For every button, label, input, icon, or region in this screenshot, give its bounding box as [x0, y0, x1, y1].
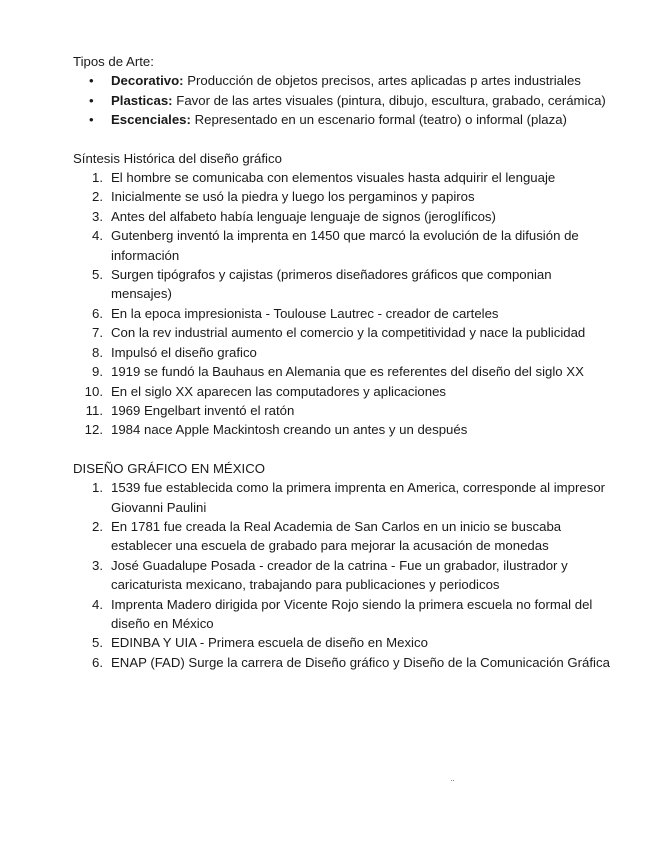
sintesis-heading: Síntesis Histórica del diseño gráfico [73, 150, 282, 166]
list-text: El hombre se comunicaba con elementos visuales hasta adquirir el lenguaje [111, 170, 556, 186]
list-text: Con la rev industrial aumento el comercio y la competitividad y nace la publicidad [111, 325, 586, 341]
list-text: 1539 fue establecida como la primera imprenta en America, corresponde al impresor Giovanni Paulini [111, 480, 606, 515]
list-text: 1984 nace Apple Mackintosh creando un antes y un después [111, 422, 468, 438]
list-number: 4. [92, 228, 103, 244]
stray-mark: ¨ [451, 779, 455, 790]
list-number: 2. [92, 189, 103, 205]
list-number: 2. [92, 518, 103, 534]
list-number: 9. [92, 364, 103, 380]
list-item [73, 362, 613, 381]
list-number: 11. [85, 402, 103, 418]
list-item [73, 207, 613, 226]
list-number: 4. [92, 596, 103, 612]
list-item [73, 517, 613, 556]
list-item [73, 265, 613, 304]
list-number: 1. [92, 480, 103, 496]
list-text: Antes del alfabeto había lenguaje lenguaje de signos (jeroglíficos) [111, 208, 496, 224]
tipos-item-decorativo [73, 71, 613, 90]
list-item [73, 653, 613, 672]
list-number: 12. [84, 422, 103, 438]
list-number: 8. [92, 344, 103, 360]
list-item [73, 595, 613, 634]
list-item [73, 382, 613, 401]
list-text: Imprenta Madero dirigida por Vicente Rojo siendo la primera escuela no formal del diseño en México [111, 596, 593, 631]
list-number: 7. [92, 325, 103, 341]
list-text: ENAP (FAD) Surge la carrera de Diseño gráfico y Diseño de la Comunicación Gráfica [111, 654, 610, 670]
list-text: Impulsó el diseño grafico [111, 344, 257, 360]
list-text: En 1781 fue creada la Real Academia de San Carlos en un inicio se buscaba establecer una escuela de grabado para mejorar la acusación de monedas [111, 518, 562, 554]
list-text: José Guadalupe Posada - creador de la catrina - Fue un grabador, ilustrador y caricaturista mexicano, trabajando para publicaciones y periodicos [111, 557, 568, 593]
list-item [73, 556, 613, 595]
list-number: 5. [92, 267, 103, 283]
list-item [73, 226, 613, 265]
tipos-description: Favor de las artes visuales (pintura, dibujo, escultura, grabado, cerámica) [172, 92, 606, 108]
list-number: 3. [92, 557, 103, 573]
mexico-list [73, 478, 613, 672]
list-item [73, 323, 613, 342]
list-text: 1919 se fundó la Bauhaus en Alemania que es referentes del diseño del siglo XX [111, 364, 584, 380]
list-item [73, 187, 613, 206]
list-text: Inicialmente se usó la piedra y luego los pergaminos y papiros [111, 189, 475, 205]
list-text: EDINBA Y UIA - Primera escuela de diseño en Mexico [111, 635, 428, 651]
list-text: Gutenberg inventó la imprenta en 1450 que marcó la evolución de la difusión de información [111, 228, 579, 263]
list-text: Surgen tipógrafos y cajistas (primeros diseñadores gráficos que componian mensajes) [111, 267, 552, 302]
list-item [73, 343, 613, 362]
tipos-term: Escenciales: [111, 112, 191, 128]
list-item [73, 420, 613, 439]
tipos-list [73, 71, 613, 129]
list-text: 1969 Engelbart inventó el ratón [111, 402, 295, 418]
tipos-description: Representado en un escenario formal (teatro) o informal (plaza) [190, 112, 567, 128]
list-number: 1. [92, 170, 103, 186]
tipos-heading: Tipos de Arte: [73, 54, 154, 69]
list-item [73, 478, 613, 517]
bullet-marker: • [89, 73, 94, 89]
list-number: 6. [92, 654, 103, 670]
list-item [73, 304, 613, 323]
list-number: 5. [92, 635, 103, 651]
list-item [73, 633, 613, 652]
document-body [73, 52, 613, 672]
list-number: 6. [92, 305, 103, 321]
mexico-heading: DISEÑO GRÁFICO EN MÉXICO [73, 460, 265, 476]
list-text: En la epoca impresionista - Toulouse Lautrec - creador de carteles [111, 305, 499, 321]
section-gap [73, 440, 613, 459]
sintesis-list [73, 168, 613, 440]
list-number: 10. [84, 383, 103, 399]
bullet-marker: • [89, 112, 94, 128]
tipos-item-plasticas [73, 91, 613, 110]
tipos-term: Plasticas: [111, 92, 173, 108]
list-number: 3. [92, 208, 103, 224]
section-gap [73, 130, 613, 149]
list-text: En el siglo XX aparecen las computadores y aplicaciones [111, 383, 447, 399]
tipos-description: Producción de objetos precisos, artes aplicadas p artes industriales [183, 73, 581, 89]
tipos-item-escenciales [73, 110, 613, 129]
bullet-marker: • [89, 92, 94, 108]
tipos-term: Decorativo: [111, 73, 184, 89]
list-item [73, 401, 613, 420]
list-item [73, 168, 613, 187]
